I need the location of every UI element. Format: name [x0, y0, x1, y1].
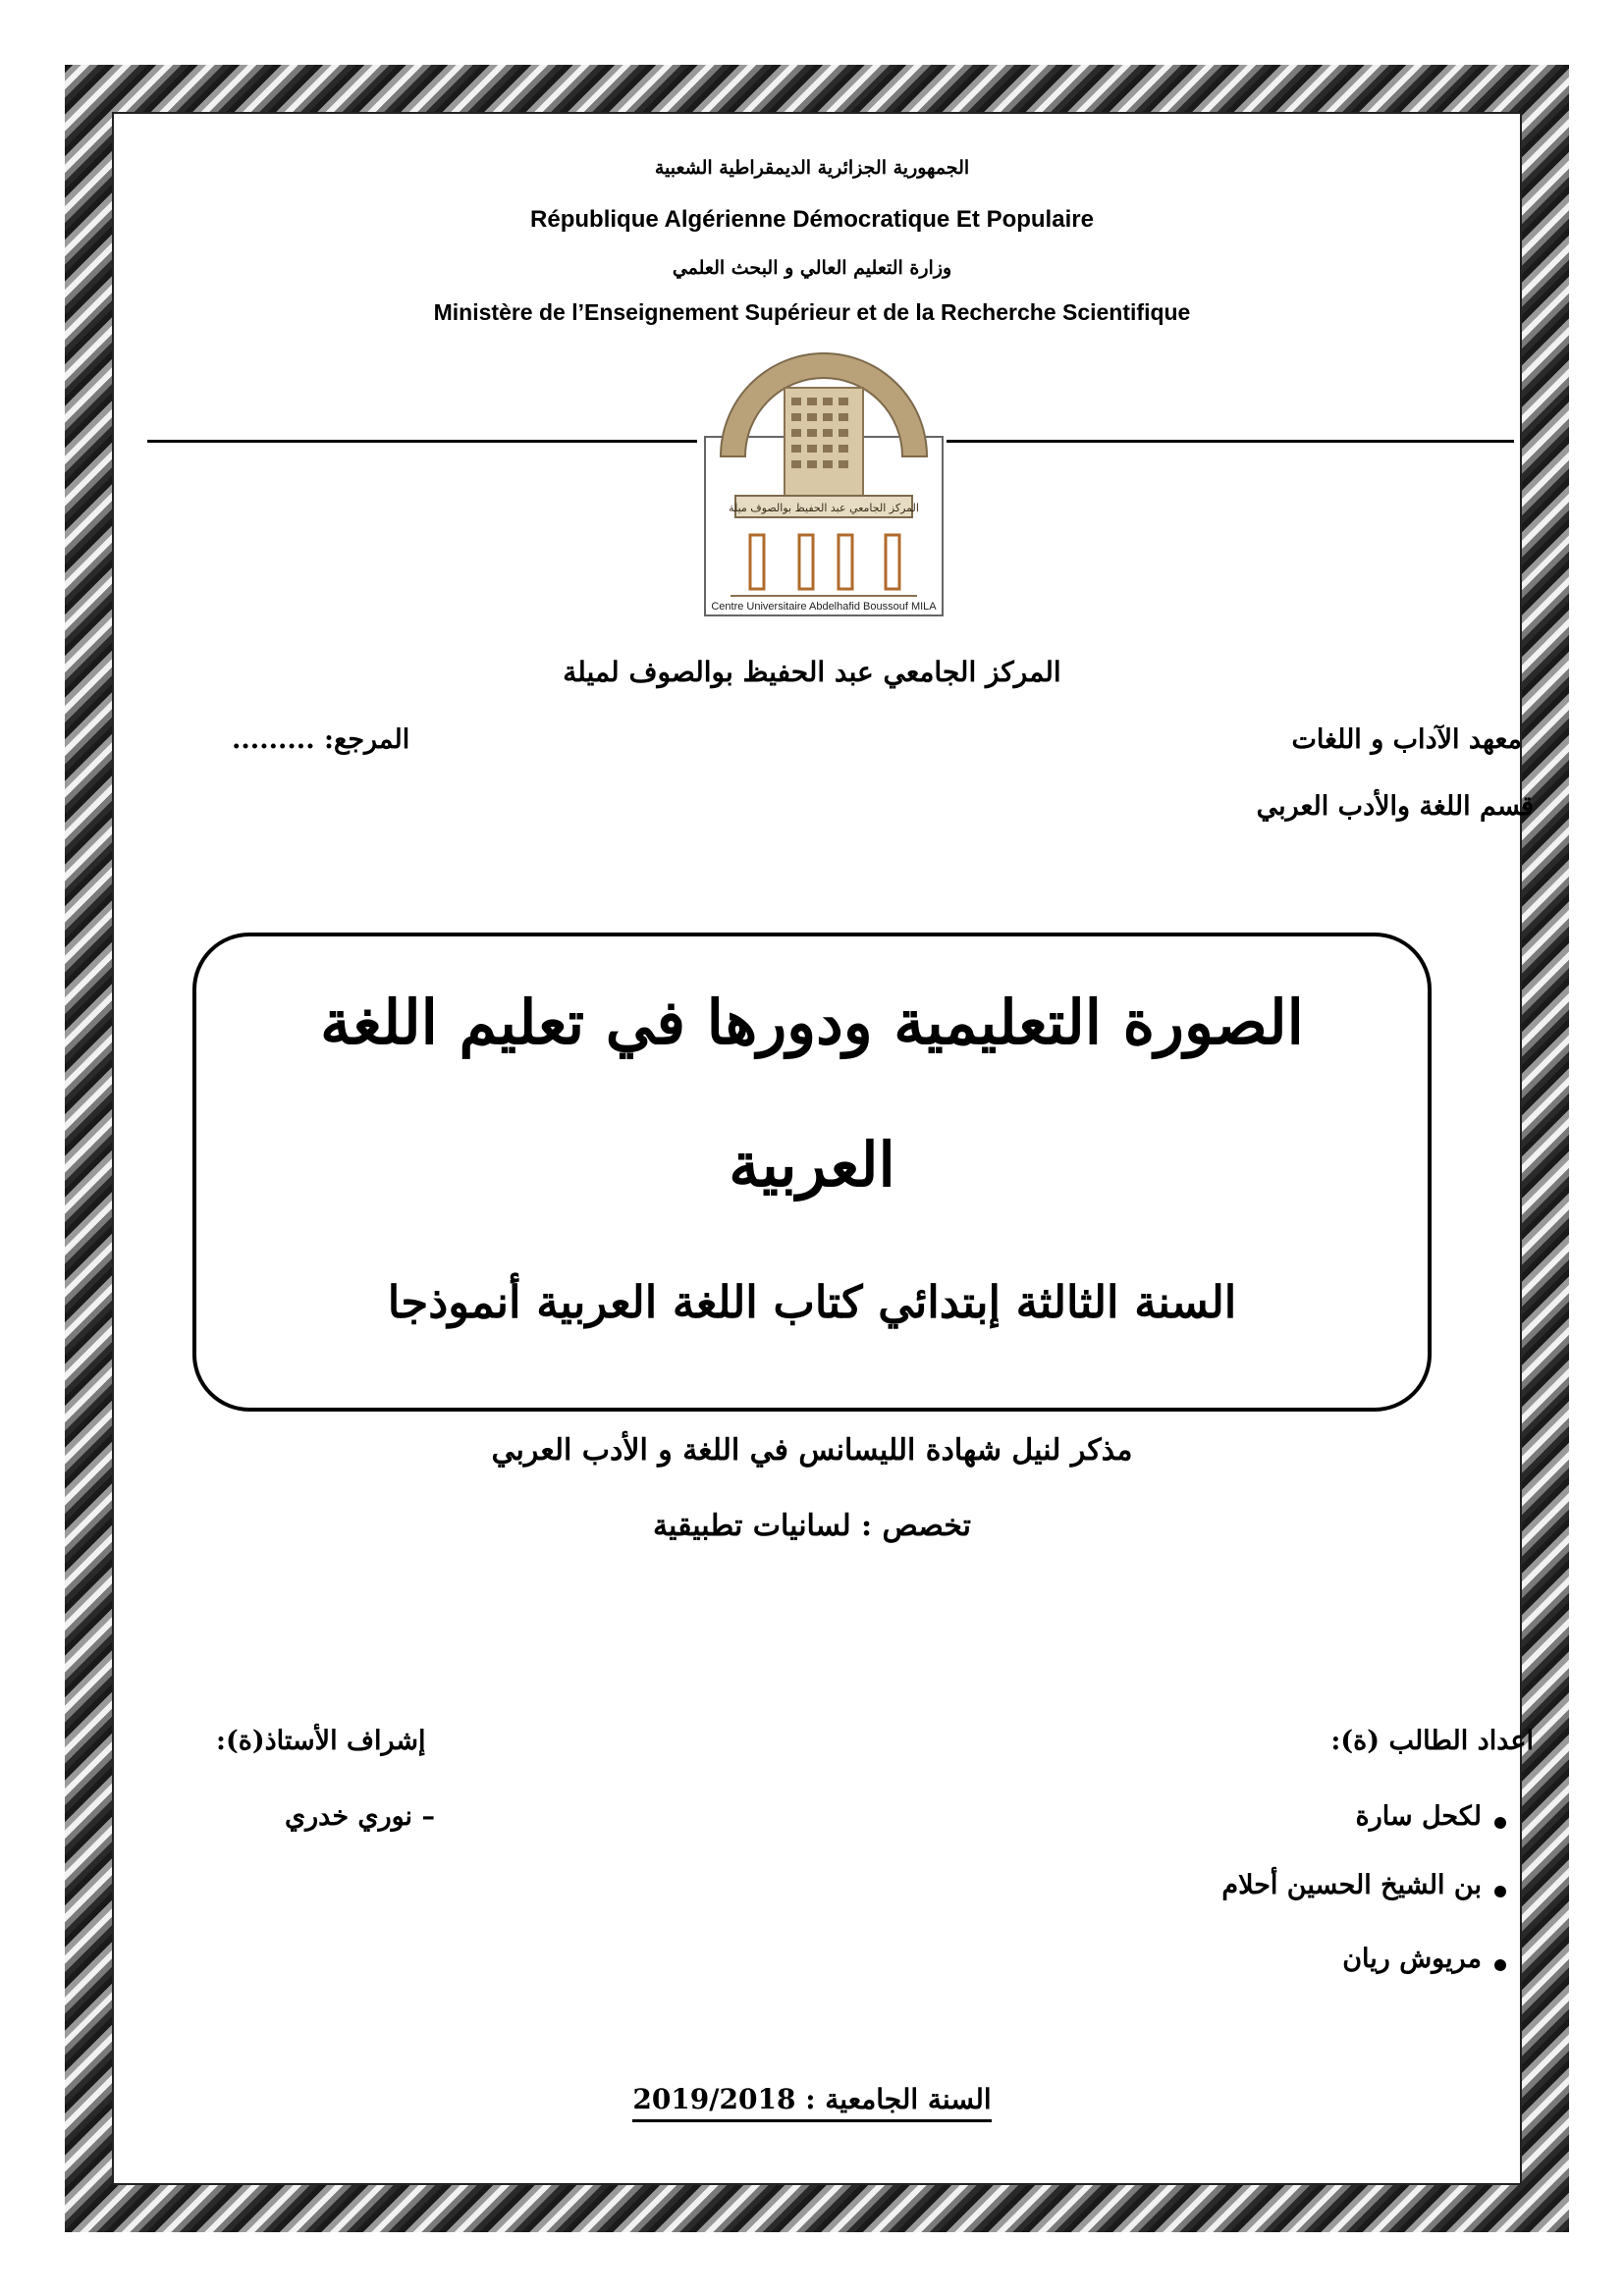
- thesis-subtitle: السنة الثالثة إبتدائي كتاب اللغة العربية أنموذجا: [387, 1276, 1237, 1328]
- reference-field: المرجع: .........: [232, 724, 410, 755]
- student-name: بن الشيخ الحسين أحلام: [1221, 1870, 1482, 1900]
- republic-arabic: الجمهورية الجزائرية الديمقراطية الشعبية: [654, 157, 970, 179]
- institute-name: معهد الآداب و اللغات: [1291, 724, 1522, 755]
- degree-statement: مذكر لنيل شهادة الليسانس في اللغة و الأدب العربي: [491, 1433, 1133, 1468]
- academic-year-label: السنة الجامعية :: [805, 2083, 992, 2115]
- student-name: لكحل سارة: [1355, 1801, 1482, 1832]
- bullet-icon: [1494, 1886, 1506, 1897]
- university-center-name: المركز الجامعي عبد الحفيظ بوالصوف لميلة: [563, 656, 1061, 688]
- logo-banner-text: المركز الجامعي عبد الحفيظ بوالصوف ميلة: [729, 502, 919, 514]
- university-logo: [701, 348, 947, 623]
- logo-caption: Centre Universitaire Abdelhafid Boussouf MILA: [711, 601, 937, 613]
- header-rule-left: [147, 440, 697, 443]
- supervisor-name: – نوري خدري: [285, 1801, 435, 1832]
- republic-french: République Algérienne Démocratique Et Populaire: [530, 206, 1094, 233]
- bullet-icon: [1494, 1959, 1506, 1971]
- specialty: تخصص : لسانيات تطبيقية: [652, 1509, 972, 1543]
- thesis-title-line-2: العربية: [729, 1129, 895, 1201]
- ministry-arabic: وزارة التعليم العالي و البحث العلمي: [672, 257, 952, 279]
- students-heading: اعداد الطالب (ة):: [1330, 1726, 1534, 1756]
- bullet-icon: [1494, 1817, 1506, 1829]
- department-name: قسم اللغة والأدب العربي: [1256, 791, 1534, 822]
- thesis-title-line-1: الصورة التعليمية ودورها في تعليم اللغة: [320, 987, 1304, 1058]
- header-rule-right: [893, 440, 1514, 443]
- academic-year: [196, 2083, 1428, 2115]
- ministry-french: Ministère de l’Enseignement Supérieur et de la Recherche Scientifique: [433, 299, 1191, 325]
- academic-year-value: 2019/2018: [632, 2083, 796, 2115]
- student-name: مريوش ريان: [1342, 1944, 1482, 1974]
- supervisor-heading: إشراف الأستاذ(ة):: [216, 1726, 426, 1756]
